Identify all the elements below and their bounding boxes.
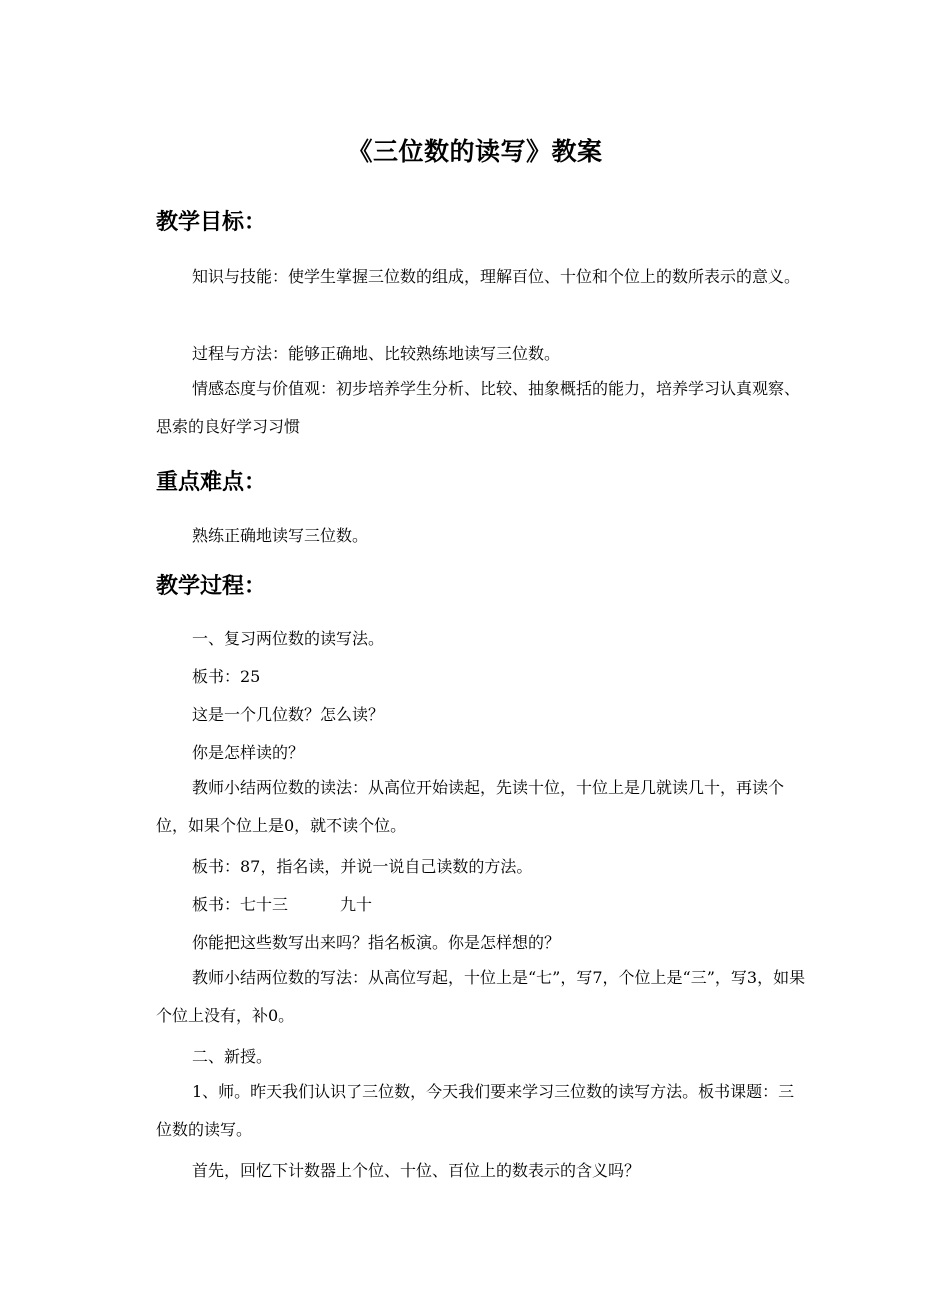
key-points-text: 熟练正确地读写三位数。 (192, 526, 369, 545)
board-25: 板书：25 (192, 667, 261, 686)
objective-knowledge: 知识与技能：使学生掌握三位数的组成，理解百位、十位和个位上的数所表示的意义。 (192, 267, 801, 286)
board-number-words (192, 893, 372, 917)
objective-method: 过程与方法：能够正确地、比较熟练地读写三位数。 (192, 344, 561, 363)
recall-question: 首先，回忆下计数器上个位、十位、百位上的数表示的含义吗？ (192, 1161, 641, 1180)
summary-writing: 教师小结两位数的写法：从高位写起，十位上是“七”，写7，个位上是“三”，写3，如果个位上没有，补0。 (156, 968, 806, 1025)
document-title: 《三位数的读写》教案 (347, 137, 603, 166)
objectives-heading: 教学目标： (156, 209, 267, 235)
question-how-read: 你是怎样读的？ (192, 743, 305, 762)
new-lesson-step-1: 1、师。昨天我们认识了三位数，今天我们要来学习三位数的读写方法。板书课题：三位数的读写。 (156, 1082, 795, 1139)
new-lesson-title: 二、新授。 (192, 1047, 273, 1066)
board-word-90: 九十 (340, 895, 373, 914)
process-heading: 教学过程： (156, 573, 267, 599)
key-points-heading: 重点难点： (156, 469, 267, 495)
board-word-73: 板书：七十三 (192, 895, 289, 914)
question-write: 你能把这些数写出来吗？指名板演。你是怎样想的？ (192, 933, 561, 952)
objective-attitude: 情感态度与价值观：初步培养学生分析、比较、抽象概括的能力，培养学习认真观察、思索的良好学习习惯 (156, 379, 801, 436)
question-digits: 这是一个几位数？怎么读？ (192, 705, 385, 724)
board-87: 板书：87，指名读，并说一说自己读数的方法。 (192, 857, 533, 876)
summary-reading: 教师小结两位数的读法：从高位开始读起，先读十位，十位上是几就读几十，再读个位，如果个位上是0，就不读个位。 (156, 778, 785, 835)
review-title: 一、复习两位数的读写法。 (192, 629, 385, 648)
